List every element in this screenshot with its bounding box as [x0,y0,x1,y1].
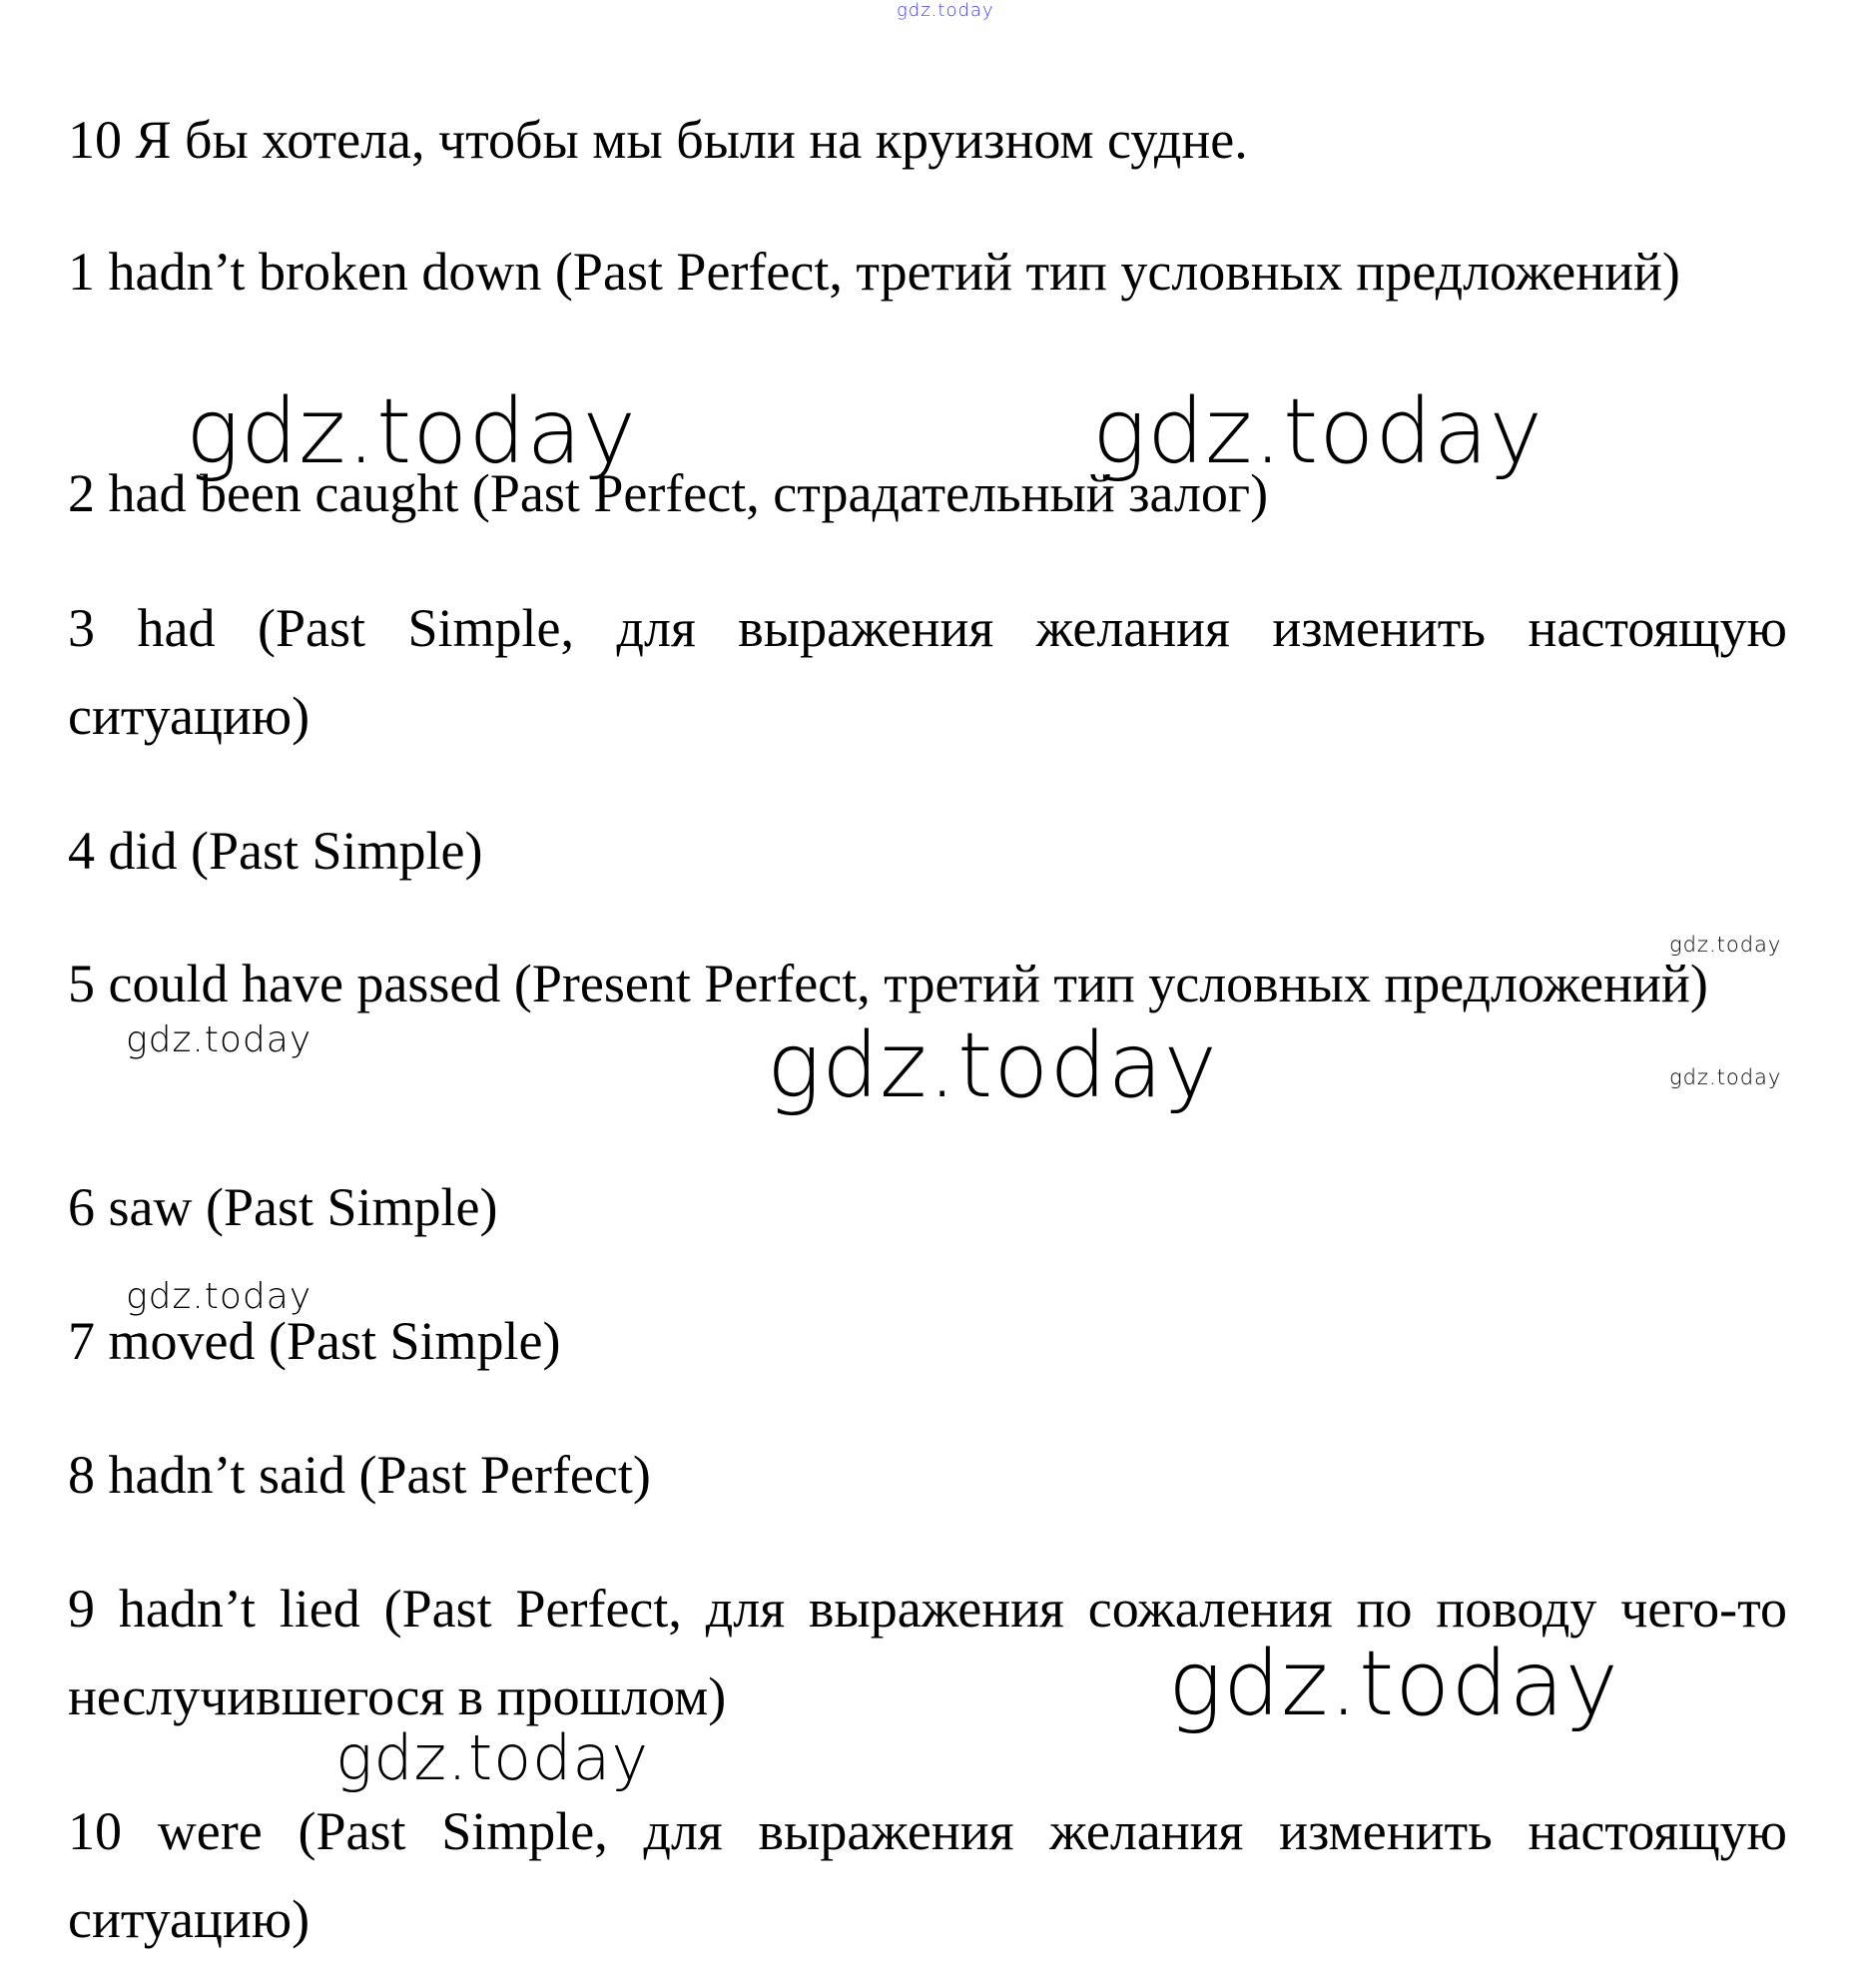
answer-2: 2 had been caught (Past Perfect, страдательный залог) [68,463,1269,523]
watermark-large: gdz.today [186,379,637,484]
answer-1: 1 hadn’t broken down (Past Perfect, третий тип условных предложений) [68,242,1680,302]
watermark-large: gdz.today [1092,379,1544,484]
watermark-medium-large: gdz.today [335,1721,650,1794]
watermark-large: gdz.today [1168,1632,1619,1736]
watermark-small: gdz.today [1669,933,1782,957]
watermark-top: gdz.today [897,0,994,21]
answer-5: 5 could have passed (Present Perfect, третий тип условных предложений) [68,954,1708,1013]
answer-4: 4 did (Past Simple) [68,821,483,881]
answer-10: 10 were (Past Simple, для выражения желания изменить настоящую ситуацию) [68,1801,1787,1949]
answer-7: 7 moved (Past Simple) [68,1311,561,1371]
watermark-small: gdz.today [1669,1065,1782,1089]
watermark-medium: gdz.today [126,1019,312,1060]
translation-line: 10 Я бы хотела, чтобы мы были на круизном судне. [68,110,1248,170]
answer-9: 9 hadn’t lied (Past Perfect, для выражения сожаления по поводу чего-то неслучившегося в прошлом) [68,1579,1787,1726]
answer-8: 8 hadn’t said (Past Perfect) [68,1445,651,1505]
answer-6: 6 saw (Past Simple) [68,1177,498,1237]
watermark-large: gdz.today [767,1013,1218,1118]
watermark-medium: gdz.today [126,1276,312,1317]
answer-3: 3 had (Past Simple, для выражения желания изменить настоящую ситуацию) [68,598,1787,746]
